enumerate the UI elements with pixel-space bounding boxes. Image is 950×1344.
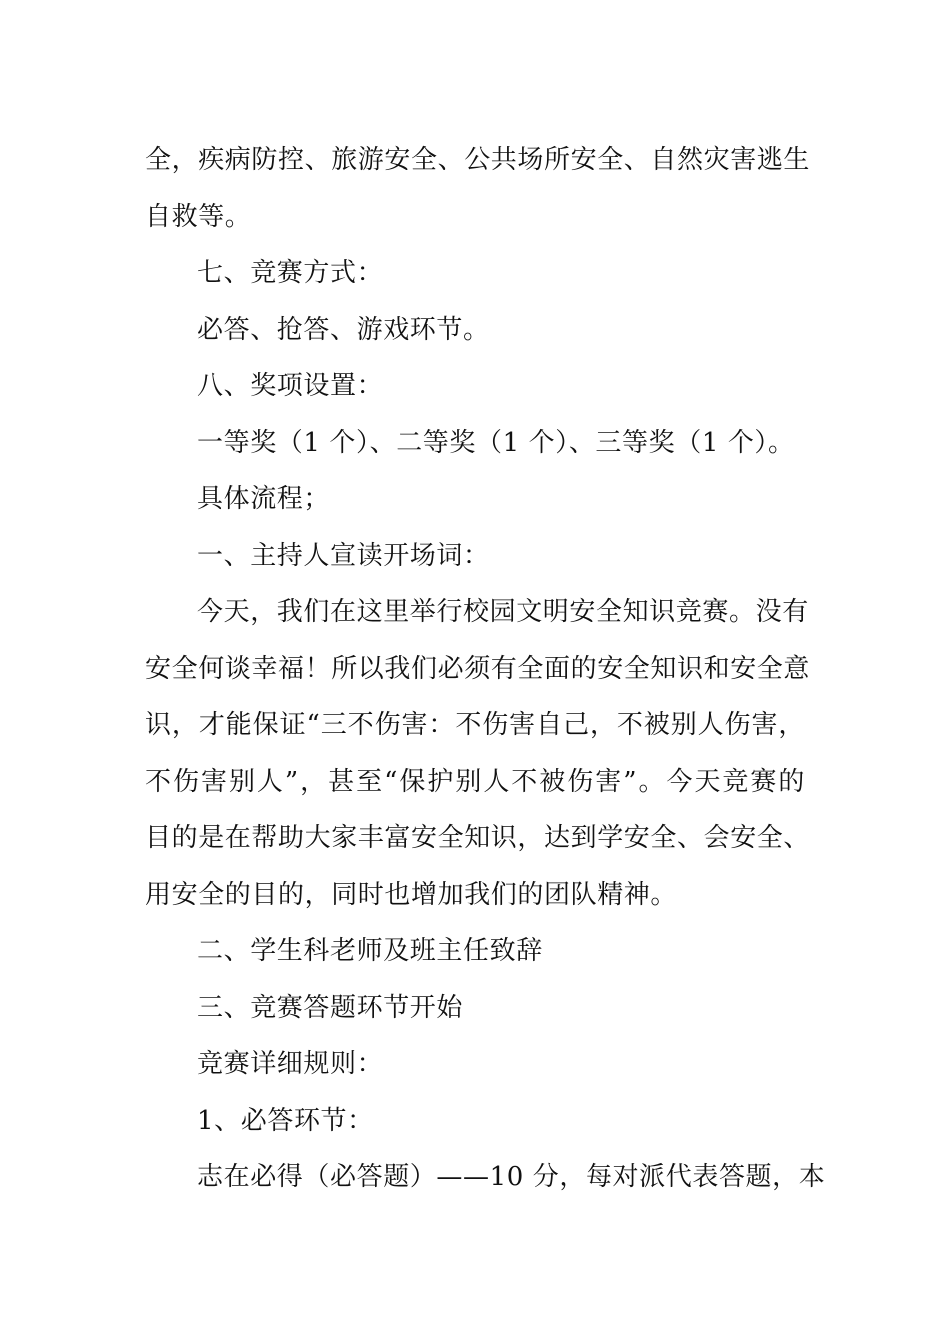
section-heading: 具体流程； <box>197 484 331 514</box>
section-heading: 八、奖项设置： <box>197 371 384 401</box>
paragraph-line: 用安全的目的，同时也增加我们的团队精神。 <box>145 879 678 910</box>
paragraph-line: 目的是在帮助大家丰富安全知识，达到学安全、会安全、 <box>145 823 811 853</box>
paragraph-line: 识，才能保证“三不伤害：不伤害自己，不被别人伤害， <box>145 710 805 740</box>
paragraph-line: 一等奖（1 个）、二等奖（1 个）、三等奖（1 个）。 <box>197 427 795 458</box>
paragraph-line: 自救等。 <box>145 201 252 232</box>
paragraph-line: 全，疾病防控、旅游安全、公共场所安全、自然灾害逃生 <box>145 145 811 175</box>
paragraph-line: 安全何谈幸福！所以我们必须有全面的安全知识和安全意 <box>145 653 811 684</box>
paragraph-line: 不伤害别人”，甚至“保护别人不被伤害”。今天竞赛的 <box>145 766 805 797</box>
section-heading: 一、主持人宣读开场词： <box>197 540 490 571</box>
section-heading: 三、竞赛答题环节开始 <box>197 992 464 1023</box>
paragraph-line: 必答、抢答、游戏环节。 <box>197 314 490 345</box>
paragraph-line: 今天，我们在这里举行校园文明安全知识竞赛。没有 <box>197 597 809 627</box>
section-heading: 七、竞赛方式： <box>197 258 384 288</box>
section-heading: 1、必答环节： <box>197 1105 374 1136</box>
section-heading: 二、学生科老师及班主任致辞 <box>197 936 543 966</box>
document-body <box>145 132 826 1206</box>
section-heading: 竞赛详细规则： <box>197 1049 384 1079</box>
paragraph-line: 志在必得（必答题）——10 分，每对派代表答题，本 <box>197 1162 826 1192</box>
